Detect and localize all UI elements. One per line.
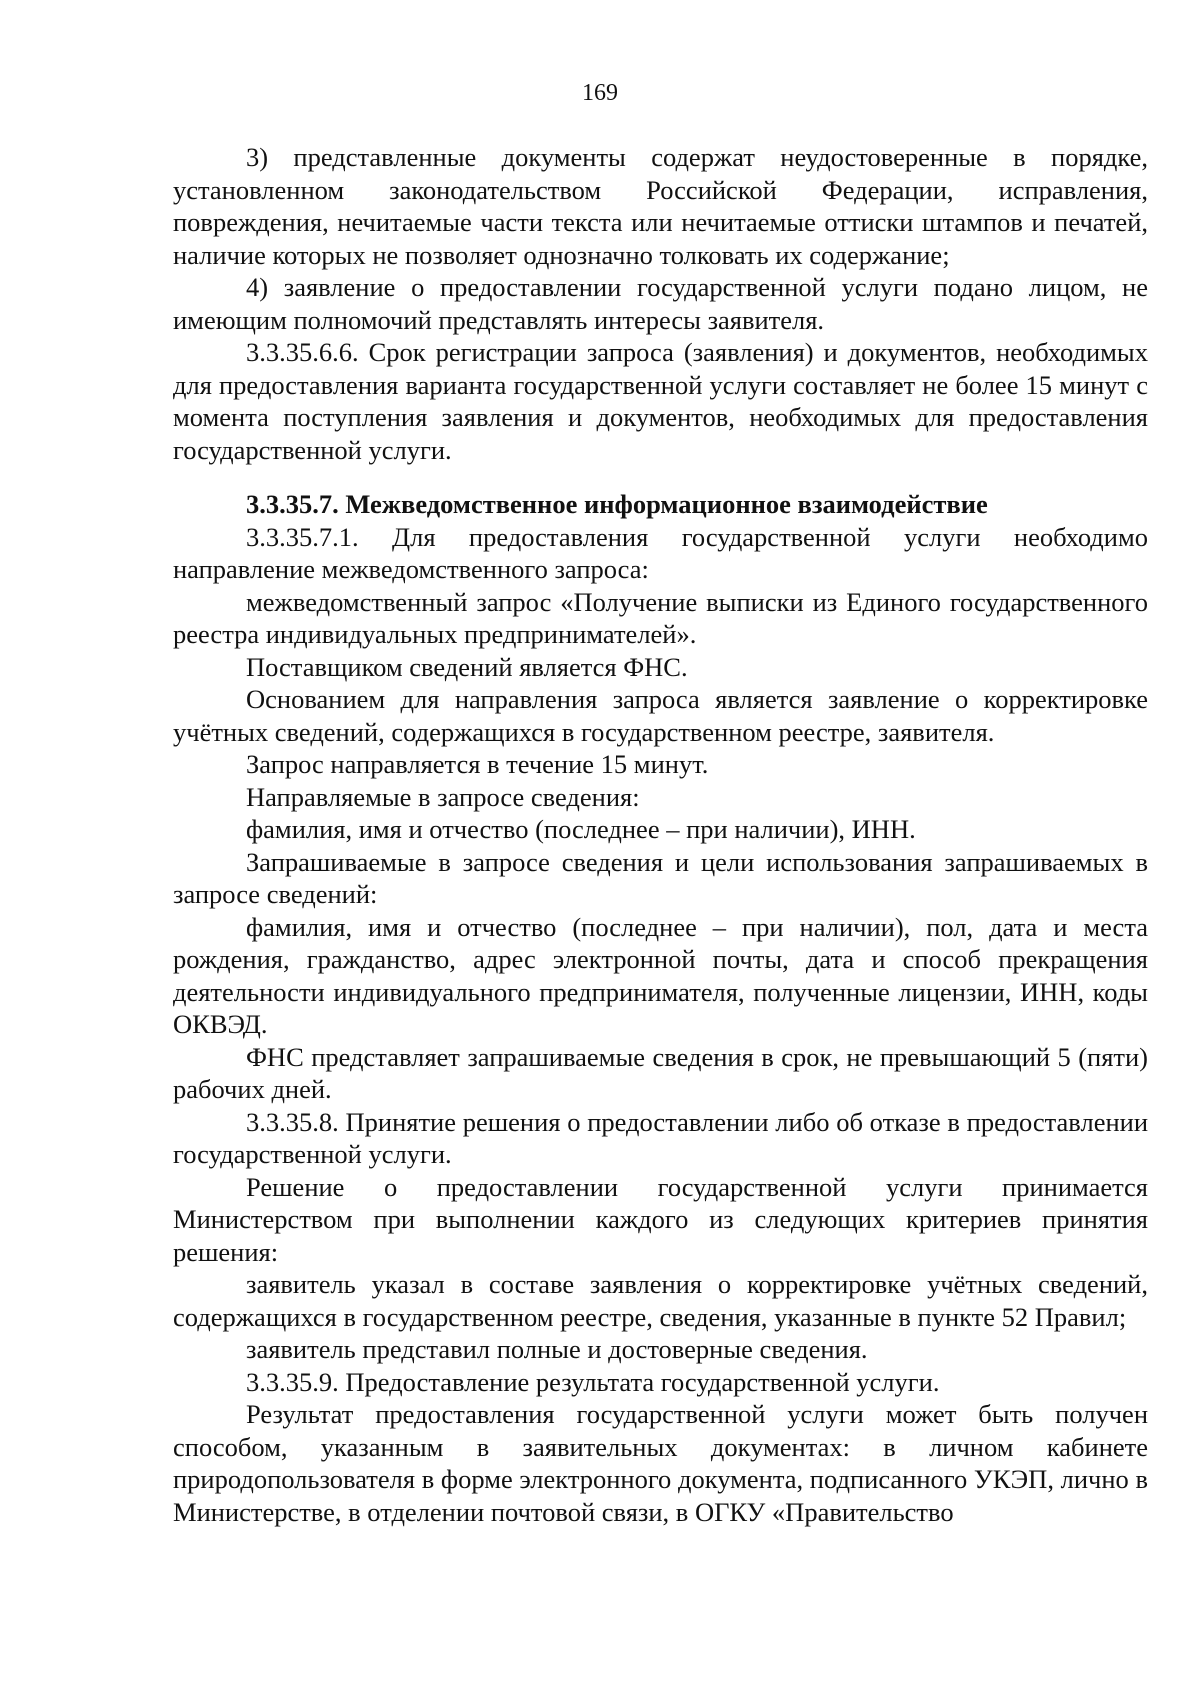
paragraph-criterion-1: заявитель указал в составе заявления о корректировке учётных сведений, содержащихся в государственном реестре, сведения, указанные в пункте 52 Правил; [173,1269,1148,1332]
paragraph-request-time: Запрос направляется в течение 15 минут. [246,749,709,779]
paragraph-interdepartmental-request: межведомственный запрос «Получение выписки из Единого государственного реестра индивидуальных предпринимателей». [173,586,1148,649]
paragraph-3-3-35-6-6: 3.3.35.6.6. Срок регистрации запроса (заявления) и документов, необходимых для предоставления варианта государственной услуги составляет не более 15 минут с момента поступления заявления и документов, необходимых для предоставления государственной услуги. [173,337,1148,465]
paragraph-result: Результат предоставления государственной услуги может быть получен способом, указанным в заявительных документах: в личном кабинете природопользователя в форме электронного документа, подписанного УКЭП, лично в Министерстве, в отделении почтовой связи, в ОГКУ «Правительство [173,1399,1148,1527]
paragraph-fns-term: ФНС представляет запрашиваемые сведения в срок, не превышающий 5 (пяти) рабочих дней. [173,1041,1148,1104]
paragraph-3-3-35-7-1: 3.3.35.7.1. Для предоставления государственной услуги необходимо направление межведомственного запроса: [173,521,1148,584]
paragraph-requested-info: фамилия, имя и отчество (последнее – при наличии), пол, дата и места рождения, гражданство, адрес электронной почты, дата и способ прекращения деятельности индивидуального предпринимателя, полученные лицензии, ИНН, коды ОКВЭД. [173,911,1148,1039]
paragraph-3-3-35-9: 3.3.35.9. Предоставление результата государственной услуги. [246,1366,940,1397]
paragraph-criterion-2: заявитель представил полные и достоверные сведения. [246,1334,868,1364]
document-body [173,141,1148,1528]
paragraph-item-3: 3) представленные документы содержат неудостоверенные в порядке, установленном законодательством Российской Федерации, исправления, повреждения, нечитаемые части текста или нечитаемые оттиски штампов и печатей, наличие которых не позволяет однозначно толковать их содержание; [173,142,1148,270]
paragraph-3-3-35-8: 3.3.35.8. Принятие решения о предоставлении либо об отказе в предоставлении государственной услуги. [173,1106,1148,1169]
paragraph-basis: Основанием для направления запроса является заявление о корректировке учётных сведений, содержащихся в государственном реестре, заявителя. [173,684,1148,747]
paragraph-supplier: Поставщиком сведений является ФНС. [246,651,688,682]
paragraph-decision: Решение о предоставлении государственной услуги принимается Министерством при выполнении каждого из следующих критериев принятия решения: [173,1171,1148,1267]
paragraph-sent-info-label: Направляемые в запросе сведения: [246,781,640,812]
section-heading: 3.3.35.7. Межведомственное информационное взаимодействие [246,489,988,519]
page-number: 169 [582,80,618,106]
paragraph-requested-info-label: Запрашиваемые в запросе сведения и цели использования запрашиваемых в запросе сведений: [173,846,1148,909]
paragraph-item-4: 4) заявление о предоставлении государственной услуги подано лицом, не имеющим полномочий представлять интересы заявителя. [173,272,1148,335]
paragraph-sent-info: фамилия, имя и отчество (последнее – при наличии), ИНН. [246,814,916,844]
